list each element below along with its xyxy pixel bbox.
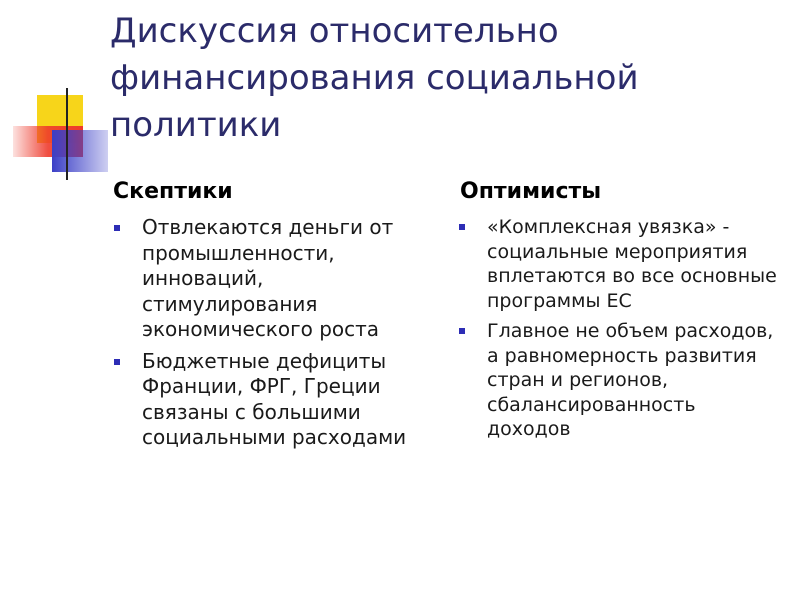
list-item-text: Отвлекаются деньги от промышленности, инноваций, стимулирования экономического роста: [142, 215, 394, 341]
list-item: [457, 319, 777, 442]
list-item-text: Главное не объем расходов, а равномерность развития стран и регионов, сбалансированность доходов: [487, 320, 774, 440]
blue-square: [52, 130, 108, 172]
list-item-text: Бюджетные дефициты Франции, ФРГ, Греции связаны с большими социальными расходами: [142, 348, 407, 449]
list-item: [112, 215, 442, 343]
skeptics-heading: Скептики: [113, 179, 233, 204]
skeptics-column: [112, 178, 442, 457]
square-bullet-icon: [114, 225, 120, 231]
list-item: [112, 349, 442, 451]
skeptics-list: [112, 215, 442, 451]
square-bullet-icon: [114, 359, 120, 365]
list-item-text: «Комплексная увязка» - социальные мероприятия вплетаются во все основные программы ЕС: [487, 216, 777, 312]
square-bullet-icon: [459, 328, 465, 334]
optimists-heading: Оптимисты: [460, 179, 602, 204]
optimists-list: [457, 215, 777, 442]
square-bullet-icon: [459, 224, 465, 230]
optimists-column: [457, 178, 777, 448]
slide-title: Дискуссия относительно финансирования социальной политики: [110, 11, 639, 145]
list-item: [457, 215, 777, 313]
